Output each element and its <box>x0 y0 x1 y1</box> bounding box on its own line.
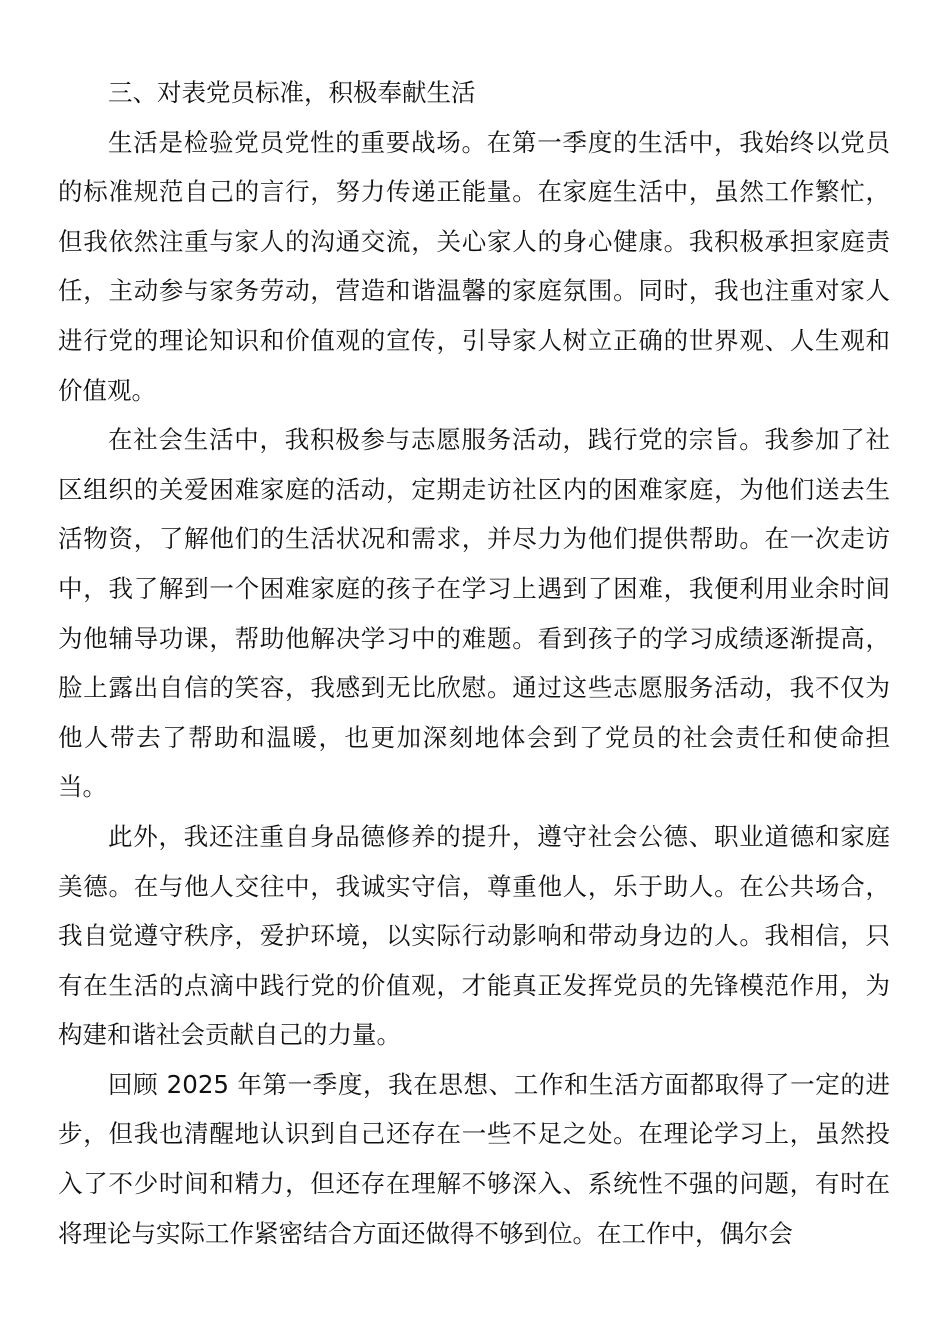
document-body <box>58 68 890 1258</box>
paragraph-moral-cultivation: 此外，我还注重自身品德修养的提升，遵守社会公德、职业道德和家庭美德。在与他人交往中，我诚实守信，尊重他人，乐于助人。在公共场合，我自觉遵守秩序，爱护环境，以实际行动影响和带动身边的人。我相信，只有在生活的点滴中践行党的价值观，才能真正发挥党员的先锋模范作用，为构建和谐社会贡献自己的力量。 <box>58 821 890 1050</box>
paragraph-family-life: 生活是检验党员党性的重要战场。在第一季度的生活中，我始终以党员的标准规范自己的言行，努力传递正能量。在家庭生活中，虽然工作繁忙，但我依然注重与家人的沟通交流，关心家人的身心健康。我积极承担家庭责任，主动参与家务劳动，营造和谐温馨的家庭氛围。同时，我也注重对家人进行党的理论知识和价值观的宣传，引导家人树立正确的世界观、人生观和价值观。 <box>58 127 890 405</box>
paragraph-social-life: 在社会生活中，我积极参与志愿服务活动，践行党的宗旨。我参加了社区组织的关爱困难家庭的活动，定期走访社区内的困难家庭，为他们送去生活物资，了解他们的生活状况和需求，并尽力为他们提供帮助。在一次走访中，我了解到一个困难家庭的孩子在学习上遇到了困难，我便利用业余时间为他辅导功课，帮助他解决学习中的难题。看到孩子的学习成绩逐渐提高，脸上露出自信的笑容，我感到无比欣慰。通过这些志愿服务活动，我不仅为他人带去了帮助和温暖，也更加深刻地体会到了党员的社会责任和使命担当。 <box>58 425 890 802</box>
section-heading: 三、对表党员标准，积极奉献生活 <box>108 78 476 107</box>
paragraph-review: 回顾 2025 年第一季度，我在思想、工作和生活方面都取得了一定的进步，但我也清醒地认识到自己还存在一些不足之处。在理论学习上，虽然投入了不少时间和精力，但还存在理解不够深入、系统性不强的问题，有时在将理论与实际工作紧密结合方面还做得不够到位。在工作中，偶尔会 <box>58 1069 890 1248</box>
